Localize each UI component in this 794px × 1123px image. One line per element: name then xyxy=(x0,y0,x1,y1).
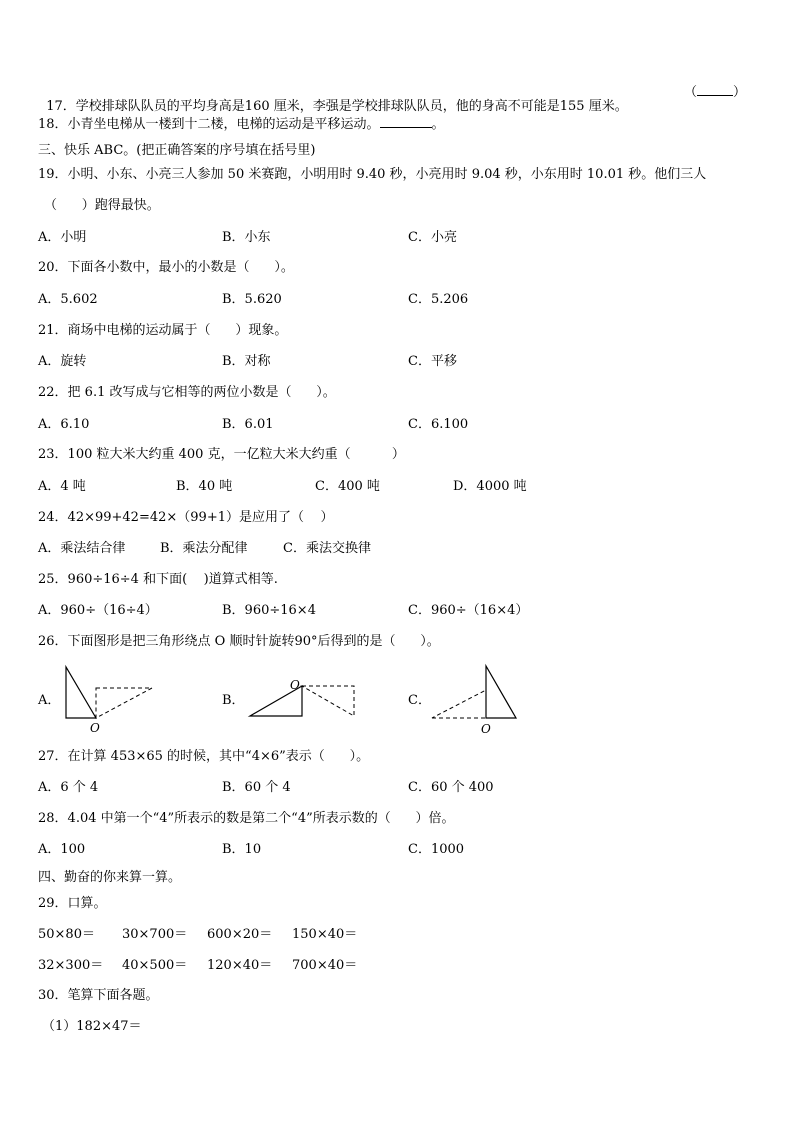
option-19-c[interactable]: C．小亮 xyxy=(408,230,457,245)
figure-option-a xyxy=(60,660,160,740)
question-17 xyxy=(38,83,628,115)
triangle-solid xyxy=(486,666,516,718)
option-22-b[interactable]: B．6.01 xyxy=(222,417,274,432)
option-22-a[interactable]: A．6.10 xyxy=(38,417,90,432)
option-24-b[interactable]: B．乘法分配律 xyxy=(160,541,248,556)
option-21-b[interactable]: B．对称 xyxy=(222,354,271,369)
option-26-a[interactable]: A． xyxy=(38,693,61,708)
figure-option-b xyxy=(244,670,364,730)
option-28-c[interactable]: C．1000 xyxy=(408,842,465,857)
question-17-text: 17．学校排球队队员的平均身高是160 厘米，李强是学校排球队队员，他的身高不可能是155 厘米。 xyxy=(46,99,628,114)
question-21: 21．商场中电梯的运动属于（ ）现象。 xyxy=(38,323,288,338)
oral-calc-item: 40×500＝ xyxy=(122,958,188,973)
option-27-a[interactable]: A．6 个 4 xyxy=(38,780,99,795)
oral-calc-item: 150×40＝ xyxy=(292,927,358,942)
answer-blank[interactable] xyxy=(697,83,733,96)
point-o-label: O xyxy=(290,678,300,692)
option-20-b[interactable]: B．5.620 xyxy=(222,292,282,307)
triangle-dashed xyxy=(302,686,354,716)
option-23-a[interactable]: A．4 吨 xyxy=(38,479,86,494)
question-26: 26．下面图形是把三角形绕点 O 顺时针旋转90°后得到的是（ ）。 xyxy=(38,634,440,649)
option-25-a[interactable]: A．960÷（16÷4） xyxy=(38,603,158,618)
question-29-title: 29．口算。 xyxy=(38,896,107,911)
question-28: 28．4.04 中第一个“4”所表示的数是第二个“4”所表示数的（ ）倍。 xyxy=(38,811,455,826)
option-28-b[interactable]: B．10 xyxy=(222,842,262,857)
triangle-dashed xyxy=(96,688,152,718)
question-20: 20．下面各小数中，最小的小数是（ ）。 xyxy=(38,260,294,275)
figure-option-c xyxy=(424,660,534,740)
question-19-line1: 19．小明、小东、小亮三人参加 50 米赛跑，小明用时 9.40 秒，小亮用时 9.04 秒，小东用时 10.01 秒。他们三人 xyxy=(38,167,707,182)
question-18: 18．小青坐电梯从一楼到十二楼，电梯的运动是平移运动。 。 xyxy=(38,117,445,132)
triangle-solid xyxy=(66,667,96,718)
section-heading-3: 三、快乐 ABC。(把正确答案的序号填在括号里) xyxy=(38,143,316,158)
oral-calc-item: 700×40＝ xyxy=(292,958,358,973)
option-25-b[interactable]: B．960÷16×4 xyxy=(222,603,316,618)
option-24-a[interactable]: A．乘法结合律 xyxy=(38,541,126,556)
question-22: 22．把 6.1 改写成与它相等的两位小数是（ ）。 xyxy=(38,385,336,400)
question-19-line2: （ ）跑得最快。 xyxy=(44,198,160,213)
option-22-c[interactable]: C．6.100 xyxy=(408,417,469,432)
triangle-dashed xyxy=(432,690,486,718)
point-o-label: O xyxy=(481,722,491,736)
oral-calc-item: 32×300＝ xyxy=(38,958,104,973)
option-19-a[interactable]: A．小明 xyxy=(38,230,87,245)
option-25-c[interactable]: C．960÷（16×4） xyxy=(408,603,529,618)
oral-calc-item: 600×20＝ xyxy=(207,927,273,942)
option-21-a[interactable]: A．旋转 xyxy=(38,354,87,369)
option-28-a[interactable]: A．100 xyxy=(38,842,86,857)
option-23-b[interactable]: B．40 吨 xyxy=(176,479,233,494)
oral-calc-item: 30×700＝ xyxy=(122,927,188,942)
answer-blank[interactable] xyxy=(380,115,432,128)
point-o-label: O xyxy=(90,721,100,735)
option-20-c[interactable]: C．5.206 xyxy=(408,292,469,307)
option-26-c[interactable]: C． xyxy=(408,693,431,708)
question-30-title: 30．笔算下面各题。 xyxy=(38,988,159,1003)
oral-calc-item: 120×40＝ xyxy=(207,958,273,973)
option-27-b[interactable]: B．60 个 4 xyxy=(222,780,291,795)
oral-calc-item: 50×80＝ xyxy=(38,927,95,942)
option-20-a[interactable]: A．5.602 xyxy=(38,292,98,307)
option-23-c[interactable]: C．400 吨 xyxy=(315,479,380,494)
option-26-b[interactable]: B． xyxy=(222,693,245,708)
option-27-c[interactable]: C．60 个 400 xyxy=(408,780,494,795)
option-24-c[interactable]: C．乘法交换律 xyxy=(283,541,371,556)
answer-bracket-17: （ ） xyxy=(684,85,747,100)
question-24: 24．42×99+42=42×（99+1）是应用了（ ） xyxy=(38,510,334,525)
option-21-c[interactable]: C．平移 xyxy=(408,354,457,369)
section-heading-4: 四、勤奋的你来算一算。 xyxy=(38,870,182,885)
question-23: 23．100 粒大米大约重 400 克，一亿粒大米大约重（ ） xyxy=(38,447,405,462)
question-27: 27．在计算 453×65 的时候，其中“4×6”表示（ ）。 xyxy=(38,749,370,764)
option-23-d[interactable]: D．4000 吨 xyxy=(453,479,527,494)
option-19-b[interactable]: B．小东 xyxy=(222,230,271,245)
question-25: 25．960÷16÷4 和下面( )道算式相等. xyxy=(38,572,278,587)
written-calc-item-1: （1）182×47＝ xyxy=(42,1019,142,1034)
